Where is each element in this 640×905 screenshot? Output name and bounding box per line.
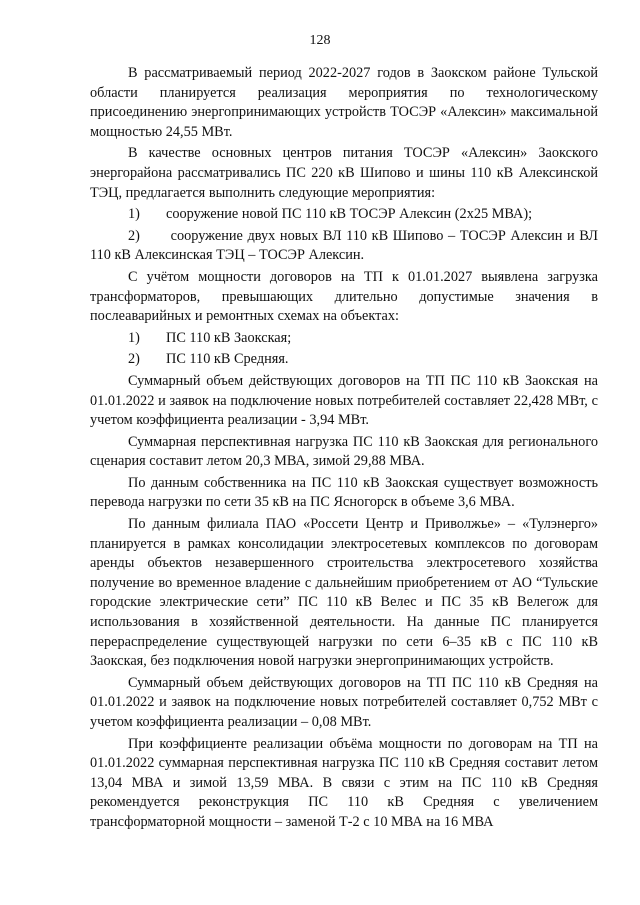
list-item-number: 2) [128, 227, 140, 244]
list-item [90, 205, 598, 225]
page-number: 128 [309, 33, 331, 48]
paragraph-zaokskaya-transfer: По данным собственника на ПС 110 кВ Заокская существует возможность перевода нагрузки по сети 35 кВ на ПС Ясногорск в объеме 3,6 МВА. [90, 474, 598, 511]
list-item-text: ПС 110 кВ Средняя. [166, 351, 289, 368]
list-item [90, 329, 598, 349]
paragraph-power-centers: В качестве основных центров питания ТОСЭР «Алексин» Заокского энергорайона рассматривались ПС 220 кВ Шипово и шины 110 кВ Алексинской ТЭЦ, предлагается выполнить следующие мероприятия: [90, 145, 598, 201]
paragraph-srednyaya-reconstruction: При коэффициенте реализации объёма мощности по договорам на ТП на 01.01.2022 суммарная перспективная нагрузка ПС 110 кВ Средняя составит летом 13,04 МВА и зимой 13,59 МВА. В связи с этим на ПС 110 кВ Средняя рекомендуется реконструкция ПС 110 кВ Средняя с увеличением трансформаторной мощности – заменой Т-2 с 10 МВА на 16 МВА [90, 735, 598, 830]
list-item [90, 227, 598, 266]
document-body [90, 64, 598, 835]
paragraph-tpr-aleksin-intro: В рассматриваемый период 2022-2027 годов в Заокском районе Тульской области планируется реализация мероприятия по технологическому присоединению энергопринимающих устройств ТОСЭР «Алексин» максимальной мощностью 24,55 МВт. [90, 65, 598, 140]
list-item-number: 1) [128, 206, 140, 223]
paragraph-zaokskaya-load: Суммарная перспективная нагрузка ПС 110 кВ Заокская для регионального сценария составит летом 20,3 МВА, зимой 29,88 МВА. [90, 433, 598, 470]
list-item-text: сооружение новой ПС 110 кВ ТОСЭР Алексин (2х25 МВА); [166, 206, 533, 223]
list-item-text: ПС 110 кВ Заокская; [166, 329, 292, 346]
paragraph-zaokskaya-contracts: Суммарный объем действующих договоров на ТП ПС 110 кВ Заокская на 01.01.2022 и заявок на подключение новых потребителей составляет 22,428 МВт, с учетом коэффициента реализации - 3,94 МВт. [90, 372, 598, 429]
list-item [90, 350, 598, 370]
list-item-number: 1) [128, 329, 140, 346]
list-item-number: 2) [128, 351, 140, 368]
paragraph-tulenergo: По данным филиала ПАО «Россети Центр и Приволжье» – «Тулэнерго» планируется в рамках консолидации электросетевых комплексов по договорам аренды объектов незавершенного строительства электросетевого хозяйства получение во временное владение с дальнейшим приобретением от АО “Тульские городские электрические сети” ПС 110 кВ Велес и ПС 35 кВ Велегож для использования в хозяйственной деятельности. На данные ПС планируется перераспределение существующей нагрузки по сети 6–35 кВ с ПС 110 кВ Заокская, без подключения новой нагрузки энергопринимающих устройств. [90, 516, 598, 670]
list-item-text: сооружение двух новых ВЛ 110 кВ Шипово – ТОСЭР Алексин и ВЛ 110 кВ Алексинская ТЭЦ – ТОСЭР Алексин. [90, 227, 598, 264]
paragraph-srednyaya-contracts: Суммарный объем действующих договоров на ТП ПС 110 кВ Средняя на 01.01.2022 и заявок на подключение новых потребителей составляет 0,752 МВт с учетом коэффициента реализации – 0,08 МВт. [90, 674, 598, 730]
paragraph-transformer-load: С учётом мощности договоров на ТП к 01.01.2027 выявлена загрузка трансформаторов, превышающих длительно допустимые значения в послеаварийных и ремонтных схемах на объектах: [90, 268, 598, 325]
